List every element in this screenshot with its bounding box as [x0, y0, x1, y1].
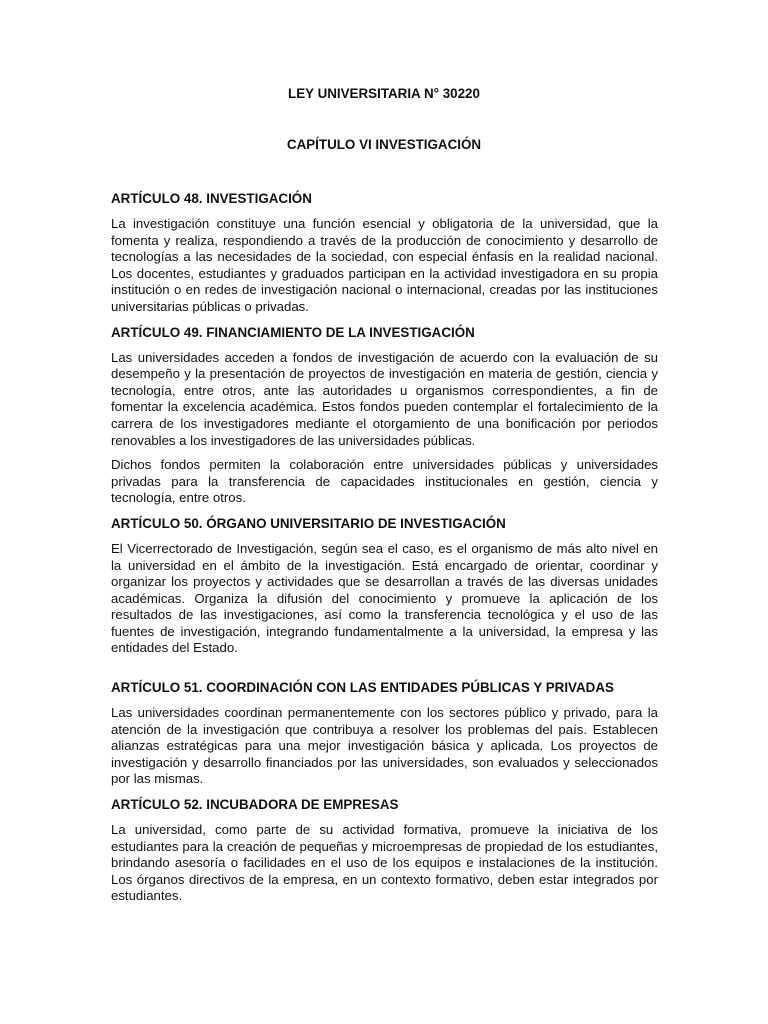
article-paragraph: El Vicerrectorado de Investigación, según sea el caso, es el organismo de más alto nivel en la universidad en el ámbito de la investigación. Está encargado de orientar, coordinar y organizar los proyectos y actividades que se desarrollan a través de las diversas unidades académicas. Organiza la difusión del conocimiento y promueve la aplicación de los resultados de las investigaciones, así como la transferencia tecnológica y el uso de las fuentes de investigación, integrando fundamentalmente a la universidad, la empresa y las entidades del Estado. [111, 540, 658, 656]
article-title: ARTÍCULO 50. ÓRGANO UNIVERSITARIO DE INVESTIGACIÓN [111, 515, 506, 531]
article-paragraph: La investigación constituye una función esencial y obligatoria de la universidad, que la fomenta y realiza, respondiendo a través de la producción de conocimiento y desarrollo de tecnologías a las necesidades de la sociedad, con especial énfasis en la realidad nacional. Los docentes, estudiantes y graduados participan en la actividad investigadora en su propia institución o en redes de investigación nacional o internacional, creadas por las instituciones universitarias públicas o privadas. [111, 216, 658, 314]
article-title: ARTÍCULO 51. COORDINACIÓN CON LAS ENTIDADES PÚBLICAS Y PRIVADAS [111, 680, 614, 696]
article-paragraph: Las universidades coordinan permanentemente con los sectores público y privado, para la atención de la investigación que contribuya a resolver los problemas del país. Establecen alianzas estratégicas para una mejor investigación básica y aplicada. Los proyectos de investigación y desarrollo financiados por las universidades, son evaluados y seleccionados por las mismas. [111, 705, 658, 787]
article-52 [111, 796, 658, 905]
article-title: ARTÍCULO 52. INCUBADORA DE EMPRESAS [111, 797, 399, 813]
article-paragraph: Dichos fondos permiten la colaboración entre universidades públicas y universidades privadas para la transferencia de capacidades institucionales en gestión, ciencia y tecnología, entre otros. [111, 457, 658, 506]
article-51 [111, 679, 658, 788]
article-49 [111, 324, 658, 507]
article-48 [111, 190, 658, 316]
article-title: ARTÍCULO 48. INVESTIGACIÓN [111, 191, 312, 206]
chapter-title: CAPÍTULO VI INVESTIGACIÓN [286, 137, 482, 152]
article-title: ARTÍCULO 49. FINANCIAMIENTO DE LA INVESTIGACIÓN [111, 324, 475, 340]
article-50 [111, 515, 658, 657]
article-paragraph: Las universidades acceden a fondos de investigación de acuerdo con la evaluación de su desempeño y la presentación de proyectos de investigación en materia de gestión, ciencia y tecnología, entre otros, ante las autoridades u organismos correspondientes, a fin de fomentar la excelencia académica. Estos fondos pueden contemplar el fortalecimiento de la carrera de los investigadores mediante el otorgamiento de una bonificación por periodos renovables a los investigadores de las universidades públicas. [111, 349, 658, 448]
article-paragraph: La universidad, como parte de su actividad formativa, promueve la iniciativa de los estudiantes para la creación de pequeñas y microempresas de propiedad de los estudiantes, brindando asesoría o facilidades en el uso de los equipos e instalaciones de la institución. Los órganos directivos de la empresa, en un contexto formativo, deben estar integrados por estudiantes. [111, 822, 658, 904]
document-title: LEY UNIVERSITARIA N° 30220 [288, 86, 480, 101]
document-body [111, 190, 658, 913]
